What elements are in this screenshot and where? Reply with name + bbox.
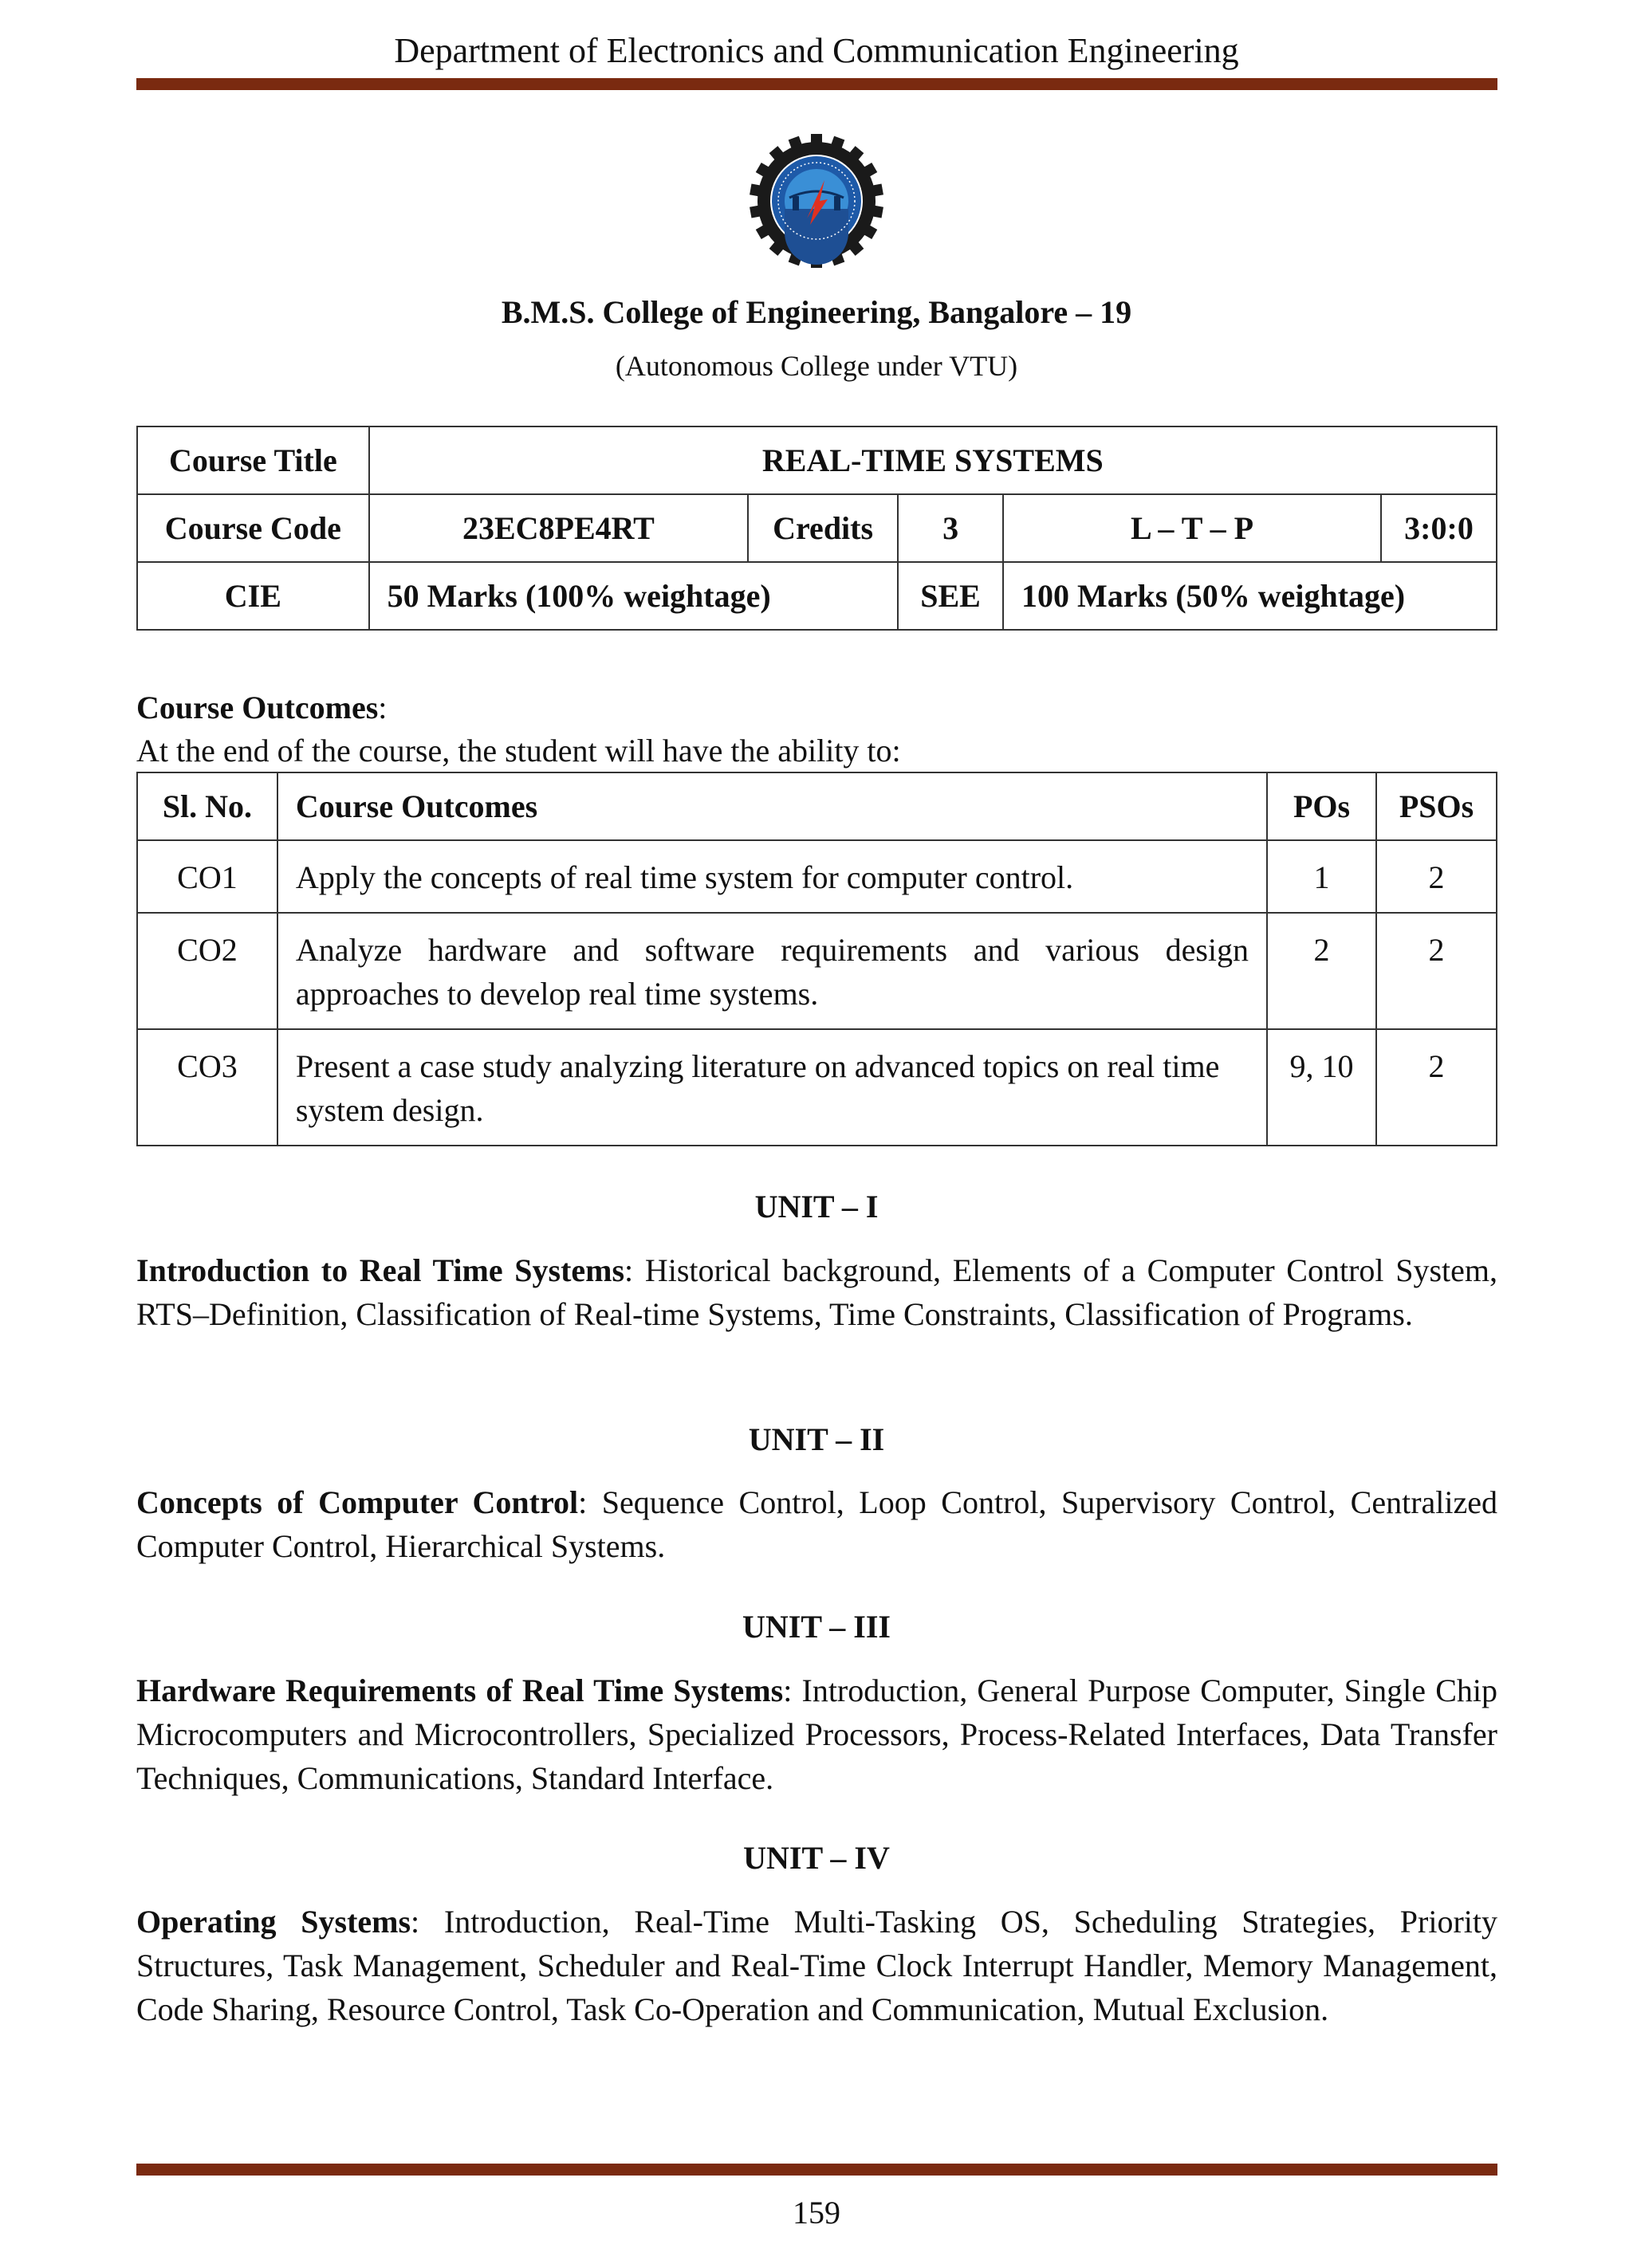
assessment-row bbox=[137, 562, 1497, 630]
unit-description bbox=[136, 1669, 1497, 1800]
page-number: 159 bbox=[793, 2195, 840, 2231]
unit-content: : Sequence Control, Loop Control, Supervisory Control, Centralized Computer Control, Hierarchical Systems. bbox=[136, 1484, 1498, 1564]
credits-label: Credits bbox=[748, 494, 898, 562]
department-header: Department of Electronics and Communication Engineering bbox=[394, 31, 1239, 70]
co-psos: 2 bbox=[1376, 1029, 1497, 1146]
college-subtitle: (Autonomous College under VTU) bbox=[615, 350, 1018, 382]
see-label: SEE bbox=[898, 562, 1003, 630]
course-title-row bbox=[137, 426, 1497, 494]
col-header-pos: POs bbox=[1267, 772, 1376, 840]
course-outcomes-heading-text: Course Outcomes bbox=[136, 690, 379, 725]
unit-description bbox=[136, 1480, 1497, 1568]
unit-heading: UNIT – IV bbox=[743, 1840, 890, 1876]
unit-heading: UNIT – I bbox=[754, 1189, 879, 1224]
unit-content: : Historical background, Elements of a Computer Control System, RTS–Definition, Classification of Real-time Systems, Time Constraints, Classification of Programs. bbox=[136, 1252, 1497, 1332]
table-header-row bbox=[137, 772, 1497, 840]
course-outcomes-table bbox=[136, 772, 1497, 1146]
unit-topic: Introduction to Real Time Systems bbox=[136, 1252, 625, 1288]
unit-description bbox=[136, 1248, 1497, 1336]
course-outcomes-heading-colon: : bbox=[378, 690, 388, 725]
course-code-row bbox=[137, 494, 1497, 562]
table-row bbox=[137, 1029, 1497, 1146]
course-title-label: Course Title bbox=[137, 426, 369, 494]
co-pos: 9, 10 bbox=[1267, 1029, 1376, 1146]
co-pos: 1 bbox=[1267, 840, 1376, 913]
table-row bbox=[137, 840, 1497, 913]
header-divider bbox=[136, 78, 1497, 90]
unit-description bbox=[136, 1900, 1497, 2031]
course-title-value: REAL-TIME SYSTEMS bbox=[369, 426, 1497, 494]
unit-heading: UNIT – II bbox=[748, 1421, 885, 1457]
col-header-course-outcomes: Course Outcomes bbox=[277, 772, 1267, 840]
unit-topic: Concepts of Computer Control bbox=[136, 1484, 579, 1520]
course-info-table bbox=[136, 426, 1497, 631]
unit-topic: Hardware Requirements of Real Time Systems bbox=[136, 1673, 784, 1708]
course-code-value: 23EC8PE4RT bbox=[369, 494, 748, 562]
course-code-label: Course Code bbox=[137, 494, 369, 562]
unit-content: : Introduction, Real-Time Multi-Tasking OS, Scheduling Strategies, Priority Structures, Task Management, Scheduler and Real-Time Clock Interrupt Handler, Memory Management, Code Sharing, Resource Control, Task Co-Operation and Communication, Mutual Exclusion. bbox=[136, 1904, 1497, 2027]
co-sl-no: CO1 bbox=[137, 840, 277, 913]
co-psos: 2 bbox=[1376, 840, 1497, 913]
course-outcomes-intro: At the end of the course, the student will have the ability to: bbox=[136, 733, 901, 768]
co-psos: 2 bbox=[1376, 913, 1497, 1029]
unit-heading: UNIT – III bbox=[742, 1609, 891, 1645]
footer-divider bbox=[136, 2164, 1497, 2176]
college-logo bbox=[750, 134, 883, 268]
co-text: Analyze hardware and software requirements and various design approaches to develop real time systems. bbox=[277, 913, 1267, 1029]
ltp-value: 3:0:0 bbox=[1381, 494, 1497, 562]
ltp-label: L – T – P bbox=[1003, 494, 1381, 562]
co-text: Apply the concepts of real time system for computer control. bbox=[277, 840, 1267, 913]
cie-value: 50 Marks (100% weightage) bbox=[369, 562, 898, 630]
co-text: Present a case study analyzing literature on advanced topics on real time system design. bbox=[277, 1029, 1267, 1146]
co-sl-no: CO2 bbox=[137, 913, 277, 1029]
co-sl-no: CO3 bbox=[137, 1029, 277, 1146]
col-header-sl-no: Sl. No. bbox=[137, 772, 277, 840]
college-name: B.M.S. College of Engineering, Bangalore – 19 bbox=[501, 294, 1132, 330]
see-value: 100 Marks (50% weightage) bbox=[1003, 562, 1497, 630]
unit-content: : Introduction, General Purpose Computer, Single Chip Microcomputers and Microcontrollers, Specialized Processors, Process-Related Interfaces, Data Transfer Techniques, Communications, Standard Interface. bbox=[136, 1673, 1498, 1796]
unit-topic: Operating Systems bbox=[136, 1904, 411, 1940]
table-row bbox=[137, 913, 1497, 1029]
credits-value: 3 bbox=[898, 494, 1003, 562]
col-header-psos: PSOs bbox=[1376, 772, 1497, 840]
course-outcomes-heading bbox=[136, 689, 387, 726]
co-pos: 2 bbox=[1267, 913, 1376, 1029]
cie-label: CIE bbox=[137, 562, 369, 630]
